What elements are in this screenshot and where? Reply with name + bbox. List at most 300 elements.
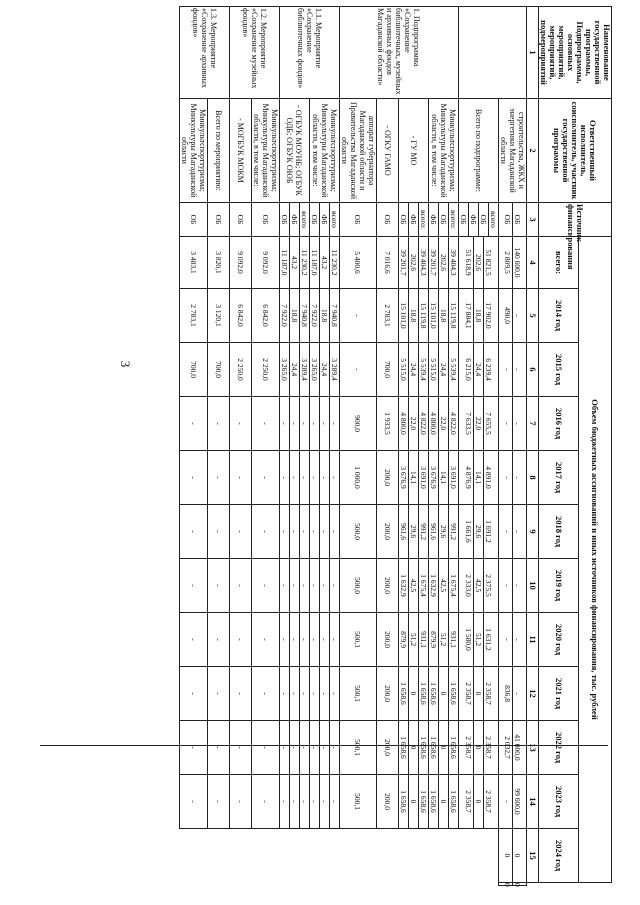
value-cell-line: - xyxy=(513,422,522,425)
value-cell-line: - xyxy=(310,451,320,504)
value-cell-line: 2 358,7 xyxy=(464,667,474,720)
value-cell-line: 200,0 xyxy=(383,793,392,810)
source-cell-line: всего xyxy=(489,211,498,228)
source-cell xyxy=(310,203,340,237)
value-cell-line: 2 358,7 xyxy=(484,790,493,813)
value-cell xyxy=(252,559,280,613)
value-cell-line: - xyxy=(310,559,320,612)
value-cell-line: - xyxy=(310,775,320,828)
value-cell xyxy=(459,505,499,559)
value-cell-line: - xyxy=(214,422,223,425)
value-cell xyxy=(459,559,499,613)
value-cell-line: 2 250,0 xyxy=(236,358,245,381)
value-cell xyxy=(208,505,230,559)
col-number: 10 xyxy=(527,559,539,613)
value-cell-line: 22,0 xyxy=(409,397,419,450)
source-cell-line: ОБ xyxy=(479,203,489,236)
value-cell xyxy=(499,883,527,886)
source-cell-line: ОБ xyxy=(383,214,392,225)
value-cell-line: - xyxy=(280,397,290,450)
table-row xyxy=(180,7,208,886)
value-cell xyxy=(499,289,527,343)
value-cell-line: - xyxy=(503,397,513,450)
value-cell-line: 200,0 xyxy=(383,685,392,702)
value-cell-line: - xyxy=(214,692,223,695)
value-cell xyxy=(252,613,280,667)
value-cell-line: 22,0 xyxy=(474,397,484,450)
value-cell-line: - xyxy=(503,343,513,396)
value-cell xyxy=(377,775,399,829)
value-cell-line: - xyxy=(300,800,309,803)
value-cell-line: - xyxy=(236,530,245,533)
value-cell-line: - xyxy=(236,584,245,587)
table-row xyxy=(429,7,459,886)
value-cell xyxy=(310,289,340,343)
value-cell-line: - xyxy=(280,721,290,774)
value-cell-line: - xyxy=(320,721,330,774)
value-cell-line: - xyxy=(290,667,300,720)
value-cell xyxy=(208,721,230,775)
value-cell-line: - xyxy=(290,397,300,450)
value-cell xyxy=(499,451,527,505)
source-cell xyxy=(180,203,208,237)
value-cell-line: - xyxy=(330,530,339,533)
header-year: 2014 год xyxy=(539,289,579,343)
value-cell xyxy=(377,613,399,667)
value-cell-line: - xyxy=(261,638,270,641)
value-cell-line: - xyxy=(290,451,300,504)
table-row xyxy=(280,7,310,886)
value-cell xyxy=(252,667,280,721)
value-cell xyxy=(499,559,527,613)
value-cell-line: - xyxy=(320,775,330,828)
value-cell xyxy=(230,237,252,289)
value-cell-line: - xyxy=(280,667,290,720)
source-cell-line: ОБ xyxy=(439,203,449,236)
value-cell-line: 961,6 xyxy=(429,505,439,558)
value-cell-line: 0 xyxy=(409,667,419,720)
value-cell-line: 0 xyxy=(513,853,522,858)
executor-cell: Всего по подпрограмме: xyxy=(459,99,499,203)
value-cell-line: 6 215,0 xyxy=(464,343,474,396)
value-cell-line: 991,2 xyxy=(419,523,428,540)
source-cell-line: ФБ xyxy=(290,203,300,236)
value-cell-line: 5 539,4 xyxy=(419,358,428,381)
value-cell xyxy=(180,667,208,721)
table-row xyxy=(252,7,280,886)
value-cell-line: 500,0 xyxy=(353,577,363,594)
value-cell-line: 490,0 xyxy=(503,289,513,342)
value-cell xyxy=(377,397,399,451)
source-cell xyxy=(459,203,499,237)
value-cell xyxy=(280,289,310,343)
value-cell xyxy=(459,667,499,721)
value-cell-line: 879,9 xyxy=(399,613,409,666)
value-cell xyxy=(429,721,459,775)
value-cell-line: 140 600,0 xyxy=(513,247,522,278)
col-number: 12 xyxy=(527,667,539,721)
value-cell xyxy=(340,613,377,667)
source-cell-line: всего xyxy=(330,211,339,228)
value-cell xyxy=(377,237,399,289)
value-cell-line: 200,0 xyxy=(383,739,392,756)
value-cell xyxy=(499,667,527,721)
value-cell xyxy=(230,289,252,343)
source-cell-line: ФБ xyxy=(320,203,330,236)
value-cell-line: 15 101,0 xyxy=(429,289,439,342)
header-year: 2018 год xyxy=(539,505,579,559)
value-cell-line: 24,4 xyxy=(474,343,484,396)
value-cell-line: 3 676,9 xyxy=(429,451,439,504)
value-cell-line: 3 820,1 xyxy=(214,251,223,274)
rotated-table-region xyxy=(142,6,612,886)
value-cell-line: 18,8 xyxy=(290,289,300,342)
value-cell-line: 9 092,0 xyxy=(236,251,245,274)
value-cell-line: - xyxy=(513,692,522,695)
value-cell-line: 3 691,0 xyxy=(449,466,458,489)
value-cell xyxy=(230,559,252,613)
executor-cell: Минкультспорттуризма; Минкультуры Магаданской области xyxy=(180,99,208,203)
value-cell-line: 0 xyxy=(409,775,419,828)
value-cell-line: - xyxy=(320,559,330,612)
source-cell-line: ФБ xyxy=(469,203,479,236)
value-cell xyxy=(208,397,230,451)
value-cell xyxy=(429,667,459,721)
value-cell-line: 11 230,2 xyxy=(330,249,339,276)
value-cell-line: 2 358,7 xyxy=(464,775,474,828)
col-number: 14 xyxy=(527,775,539,829)
value-cell-line: 18,8 xyxy=(439,289,449,342)
value-cell xyxy=(310,667,340,721)
value-cell xyxy=(310,237,340,289)
value-cell-line: 0 xyxy=(513,883,522,887)
value-cell xyxy=(208,289,230,343)
value-cell xyxy=(399,289,429,343)
value-cell-line: - xyxy=(330,422,339,425)
value-cell-line: 24,4 xyxy=(409,343,419,396)
value-cell-line: 1 658,6 xyxy=(449,790,458,813)
source-cell xyxy=(499,203,527,237)
table-body xyxy=(180,7,527,886)
source-cell-line: ОБ xyxy=(236,214,245,225)
value-cell-line: - xyxy=(330,746,339,749)
value-cell-line: - xyxy=(189,692,198,695)
value-cell-line: 0 xyxy=(503,829,513,882)
value-cell-line: 7 655,5 xyxy=(484,412,493,435)
value-cell-line: 3 289,4 xyxy=(300,358,309,381)
value-cell xyxy=(310,505,340,559)
value-cell-line: 29,6 xyxy=(474,505,484,558)
value-cell-line: 202,6 xyxy=(439,237,449,288)
table-row xyxy=(399,7,429,886)
table-row xyxy=(459,7,499,886)
value-cell-line: 1 580,0 xyxy=(464,613,474,666)
value-cell-line: 1 658,6 xyxy=(399,667,409,720)
source-cell-line: ОБ xyxy=(503,203,513,236)
financing-table xyxy=(179,6,612,886)
source-cell-line: ОБ xyxy=(310,203,320,236)
value-cell-line: 1 675,4 xyxy=(449,574,458,597)
value-cell xyxy=(252,775,280,829)
value-cell-line: - xyxy=(300,476,309,479)
value-cell-line: 500,1 xyxy=(353,739,363,756)
value-cell-line: 2 032,7 xyxy=(503,721,513,774)
value-cell-line: - xyxy=(236,746,245,749)
value-cell-line: 200,0 xyxy=(383,523,392,540)
value-cell xyxy=(340,775,377,829)
source-cell xyxy=(340,203,377,237)
value-cell-line: 7 922,0 xyxy=(310,289,320,342)
header-year: 2023 год xyxy=(539,775,579,829)
value-cell xyxy=(399,721,429,775)
source-cell-line: ОБ xyxy=(353,214,363,225)
value-cell-line: 22,0 xyxy=(439,397,449,450)
value-cell-line: 931,1 xyxy=(449,631,458,648)
value-cell-line: - xyxy=(320,451,330,504)
value-cell-line: 15 101,0 xyxy=(399,289,409,342)
value-cell xyxy=(377,721,399,775)
value-cell xyxy=(499,775,527,829)
col-number: 6 xyxy=(527,343,539,397)
value-cell-line: 200,0 xyxy=(383,631,392,648)
value-cell-line: 7 016,6 xyxy=(383,251,392,274)
value-cell-line: 29,6 xyxy=(439,505,449,558)
value-cell-line: - xyxy=(236,638,245,641)
source-cell-line: ОБ xyxy=(513,214,522,225)
value-cell-line: 9 092,0 xyxy=(261,251,270,274)
value-cell-line: - xyxy=(280,613,290,666)
value-cell-line: 500,1 xyxy=(353,793,363,810)
value-cell xyxy=(310,721,340,775)
value-cell-line: - xyxy=(513,314,522,317)
value-cell xyxy=(208,559,230,613)
value-cell-line: - xyxy=(261,476,270,479)
executor-cell: - ОГБУК МОУНБ; ОГБУК ОДБ; ОГБУК ОЮБ xyxy=(280,99,310,203)
value-cell xyxy=(280,343,310,397)
value-cell xyxy=(399,775,429,829)
value-cell xyxy=(340,343,377,397)
value-cell-line: - xyxy=(300,584,309,587)
source-cell-line: ОБ xyxy=(214,214,223,225)
value-cell-line: 500,0 xyxy=(353,523,363,540)
value-cell-line: 51,2 xyxy=(409,613,419,666)
value-cell-line: 51,2 xyxy=(474,613,484,666)
value-cell-line: 0 xyxy=(474,667,484,720)
value-cell-line: - xyxy=(310,505,320,558)
value-cell-line: - xyxy=(189,638,198,641)
value-cell xyxy=(280,559,310,613)
header-source: Источник финансирования xyxy=(539,203,612,237)
value-cell xyxy=(399,613,429,667)
value-cell-line: - xyxy=(214,476,223,479)
value-cell xyxy=(230,721,252,775)
value-cell-line: 5 539,4 xyxy=(449,358,458,381)
value-cell-line: 931,1 xyxy=(419,631,428,648)
value-cell xyxy=(280,721,310,775)
value-cell-line: 2 809,5 xyxy=(503,237,513,288)
value-cell xyxy=(377,667,399,721)
col-number: 15 xyxy=(527,829,539,883)
value-cell-line: - xyxy=(503,451,513,504)
value-cell xyxy=(280,397,310,451)
value-cell-line: - xyxy=(290,613,300,666)
header-year: 2016 год xyxy=(539,397,579,451)
value-cell-line: - xyxy=(214,530,223,533)
value-cell-line: - xyxy=(280,559,290,612)
value-cell xyxy=(459,613,499,667)
value-cell-line: 3 691,0 xyxy=(419,466,428,489)
value-cell-line: 700,0 xyxy=(383,361,392,378)
value-cell-line: 2 358,7 xyxy=(484,736,493,759)
value-cell xyxy=(499,721,527,775)
value-cell xyxy=(340,559,377,613)
value-cell xyxy=(208,775,230,829)
value-cell-line: - xyxy=(214,584,223,587)
value-cell xyxy=(280,613,310,667)
value-cell xyxy=(180,559,208,613)
value-cell-line: 500,1 xyxy=(353,685,363,702)
value-cell-line: - xyxy=(280,505,290,558)
value-cell-line: 1 658,6 xyxy=(399,775,409,828)
program-name-cell: 1. Подпрограмма «Сохранение библиотечных, музейных и архивных фондов Магаданской области» xyxy=(340,7,459,99)
value-cell xyxy=(340,237,377,289)
value-cell xyxy=(399,559,429,613)
value-cell-line: - xyxy=(310,397,320,450)
source-cell xyxy=(429,203,459,237)
value-cell-line: 5 515,0 xyxy=(399,343,409,396)
value-cell-line: 39 404,3 xyxy=(449,249,458,276)
value-cell-line: - xyxy=(330,692,339,695)
value-cell xyxy=(399,667,429,721)
value-cell-line: - xyxy=(300,692,309,695)
value-cell-line: 1 691,2 xyxy=(484,520,493,543)
value-cell-line: - xyxy=(513,476,522,479)
value-cell xyxy=(180,613,208,667)
value-cell xyxy=(429,775,459,829)
value-cell xyxy=(399,451,429,505)
value-cell-line: - xyxy=(503,613,513,666)
value-cell-line: 3 483,1 xyxy=(189,251,198,274)
value-cell-line: 4 800,0 xyxy=(399,397,409,450)
value-cell-line: 39 201,7 xyxy=(429,237,439,288)
value-cell-line: - xyxy=(330,476,339,479)
value-cell xyxy=(459,237,499,289)
value-cell-line: - xyxy=(214,800,223,803)
table-row xyxy=(377,7,399,886)
value-cell-line: 18,8 xyxy=(474,289,484,342)
table-row xyxy=(340,7,377,886)
value-cell xyxy=(429,237,459,289)
value-cell-line: 11 187,0 xyxy=(280,237,290,288)
value-cell-line: 1 000,0 xyxy=(353,466,363,489)
value-cell xyxy=(208,667,230,721)
value-cell-line: 879,9 xyxy=(429,613,439,666)
value-cell xyxy=(208,237,230,289)
value-cell xyxy=(280,775,310,829)
value-cell-line: 1 658,6 xyxy=(429,721,439,774)
executor-cell: Минкультспорттуризма; Минкультуры Магаданской области, в том числе: xyxy=(252,99,280,203)
value-cell-line: 900,0 xyxy=(353,415,363,432)
col-number: 11 xyxy=(527,613,539,667)
source-cell-line: всего: xyxy=(419,210,428,229)
value-cell-line: 2 358,7 xyxy=(464,721,474,774)
value-cell xyxy=(180,451,208,505)
value-cell xyxy=(208,613,230,667)
value-cell-line: - xyxy=(300,422,309,425)
table-row xyxy=(230,7,252,886)
value-cell-line: - xyxy=(189,422,198,425)
value-cell xyxy=(459,721,499,775)
value-cell-line: - xyxy=(290,775,300,828)
value-cell-line: 51 618,9 xyxy=(464,237,474,288)
source-cell-line: всего xyxy=(300,211,309,228)
value-cell-line: 1 675,4 xyxy=(419,574,428,597)
value-cell-line: 42,5 xyxy=(439,559,449,612)
value-cell-line: 836,8 xyxy=(503,667,513,720)
value-cell-line: 2 250,0 xyxy=(261,358,270,381)
value-cell xyxy=(429,397,459,451)
header-year: 2015 год xyxy=(539,343,579,397)
source-cell xyxy=(377,203,399,237)
executor-cell: - ГУ МО xyxy=(399,99,429,203)
value-cell xyxy=(252,451,280,505)
value-cell xyxy=(377,289,399,343)
value-cell-line: 3 265,0 xyxy=(310,343,320,396)
value-cell xyxy=(377,559,399,613)
value-cell-line: - xyxy=(353,368,363,371)
value-cell xyxy=(252,237,280,289)
value-cell xyxy=(499,505,527,559)
executor-cell: - МОГБУК МОКМ xyxy=(230,99,252,203)
value-cell-line: 43,2 xyxy=(320,237,330,288)
col-number: 1 xyxy=(527,7,539,99)
value-cell xyxy=(230,343,252,397)
source-cell-line: ОБ xyxy=(261,214,270,225)
value-cell-line: 1 658,6 xyxy=(449,736,458,759)
value-cell-line: 18,8 xyxy=(409,289,419,342)
value-cell-line: 43,2 xyxy=(290,237,300,288)
value-cell-line: 11 230,2 xyxy=(300,249,309,276)
value-cell-line: 200,0 xyxy=(383,577,392,594)
value-cell-line: - xyxy=(503,775,513,828)
value-cell xyxy=(399,505,429,559)
value-cell-line: - xyxy=(503,559,513,612)
value-cell xyxy=(252,397,280,451)
header-year: 2017 год xyxy=(539,451,579,505)
source-cell xyxy=(208,203,230,237)
col-number: 9 xyxy=(527,505,539,559)
value-cell xyxy=(280,451,310,505)
value-cell-line: 4 822,0 xyxy=(419,412,428,435)
value-cell-line: 1 632,9 xyxy=(429,559,439,612)
value-cell-line: 11 187,0 xyxy=(310,237,320,288)
program-name-cell: 1.1. Мероприятие «Сохранение библиотечных фондов» xyxy=(280,7,340,99)
value-cell xyxy=(180,721,208,775)
source-cell-line: ФБ xyxy=(409,203,419,236)
value-cell xyxy=(399,397,429,451)
value-cell-line: 3 676,9 xyxy=(399,451,409,504)
header-year: 2022 год xyxy=(539,721,579,775)
value-cell-line: 1 658,6 xyxy=(419,682,428,705)
value-cell-line: - xyxy=(353,314,363,317)
value-cell xyxy=(208,343,230,397)
value-cell-line: 18,8 xyxy=(320,289,330,342)
value-cell-line: 1 658,6 xyxy=(419,736,428,759)
value-cell xyxy=(340,397,377,451)
value-cell-line: 51 821,5 xyxy=(484,249,493,276)
value-cell-line: 0 xyxy=(439,775,449,828)
value-cell xyxy=(459,775,499,829)
